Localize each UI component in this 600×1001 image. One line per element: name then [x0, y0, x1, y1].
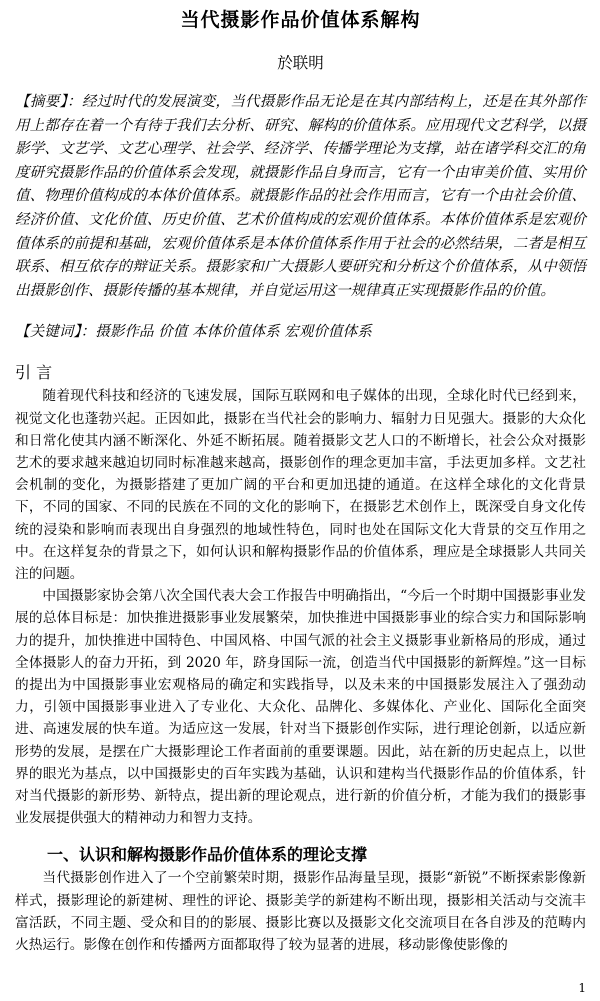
author-name: 於联明	[277, 54, 324, 72]
intro-heading: 引 言	[15, 363, 53, 383]
abstract-text: 【摘要】：经过时代的发展演变，当代摄影作品无论是在其内部结构上，还是在其外部作用上都存在着一个有待于我们去分析、研究、解构的价值体系。应用现代文艺科学，以摄影学、文艺学、文艺心理学、社会学、经济学、传播学理论为支撑，站在诸学科交汇的角度研究摄影作品的价值体系会发现，就摄影作品自身而言，它有一个由审美价值、实用价值、物理价值构成的本体价值体系。就摄影作品的社会作用而言，它有一个由社会价值、经济价值、文化价值、历史价值、艺术价值构成的宏观价值体系。本体价值体系是宏观价值体系的前提和基础，宏观价值体系是本体价值体系作用于社会的必然结果，二者是相互联系、相互依存的辩证关系。摄影家和广大摄影人要研究和分析这个价值体系，从中领悟出摄影创作、摄影传播的基本规律，并自觉运用这一规律真正实现摄影作品的价值。	[15, 93, 586, 299]
section-1-paragraph: 当代摄影创作进入了一个空前繁荣时期，摄影作品海量呈现，摄影“新锐”不断探索影像新样式，摄影理论的新建树、理性的评论、摄影美学的新建构不断出现，摄影相关活动与交流丰富活跃，不同主题、受众和目的的影展、摄影比赛以及摄影文化交流项目在各自涉及的范畴内火热运行。影像在创作和传播两方面都取得了较为显著的进展，移动影像使影像的	[15, 870, 586, 954]
intro-paragraph: 随着现代科技和经济的飞速发展，国际互联网和电子媒体的出现，全球化时代已经到来，视觉文化也蓬勃兴起。正因如此，摄影在当代社会的影响力、辐射力日见强大。摄影的大众化和日常化使其内涵不断深化、外延不断拓展。随着摄影文艺人口的不断增长，社会公众对摄影艺术的要求越来越迫切同时标准越来越高，摄影创作的理念更加丰富，手法更加多样。文艺社会机制的变化，为摄影搭建了更加广阔的平台和更加迅捷的通道。在这样全球化的文化背景下，不同的国家、不同的民族在不同的文化的影响下，在摄影艺术创作上，既深受自身文化传统的浸染和影响而表现出自身强烈的地域性特色，同时也处在国际文化大背景的交互作用之中。在这样复杂的背景之下，如何认识和解构摄影作品的价值体系，理应是全球摄影人共同关注的问题。	[15, 388, 586, 582]
section-1-heading: 一、认识和解构摄影作品价值体系的理论支撑	[47, 845, 368, 865]
document-page	[15, 6, 586, 956]
keywords-text: 【关键词】：摄影作品 价值 本体价值体系 宏观价值体系	[15, 323, 372, 341]
page-number: 1	[578, 981, 586, 995]
document-title: 当代摄影作品价值体系解构	[180, 9, 421, 31]
intro-paragraph: 中国摄影家协会第八次全国代表大会工作报告中明确指出，“今后一个时期中国摄影事业发展的总体目标是：加快推进摄影事业发展繁荣，加快推进中国摄影事业的综合实力和国际影响力的提升，加快推进中国特色、中国风格、中国气派的社会主义摄影事业新格局的形成，通过全体摄影人的奋力开拓，到 2020 年，跻身国际一流，创造当代中国摄影的新辉煌。”这一目标的提出为中国摄影事业宏观格局的确定和实践指导，以及未来的中国摄影发展注入了强劲动力，引领中国摄影事业进入了专业化、大众化、品牌化、多媒体化、产业化、国际化全面突进、高速发展的快车道。为适应这一发展，针对当下摄影创作实际，进行理论创新，以适应新形势的发展，是摆在广大摄影理论工作者面前的重要课题。因此，站在新的历史起点上，以世界的眼光为基点，以中国摄影史的百年实践为基础，认识和建构当代摄影作品的价值体系，针对当代摄影的新形势、新特点，提出新的理论观点，进行新的价值分析，才能为我们的摄影事业发展提供强大的精神动力和智力支持。	[15, 588, 586, 827]
